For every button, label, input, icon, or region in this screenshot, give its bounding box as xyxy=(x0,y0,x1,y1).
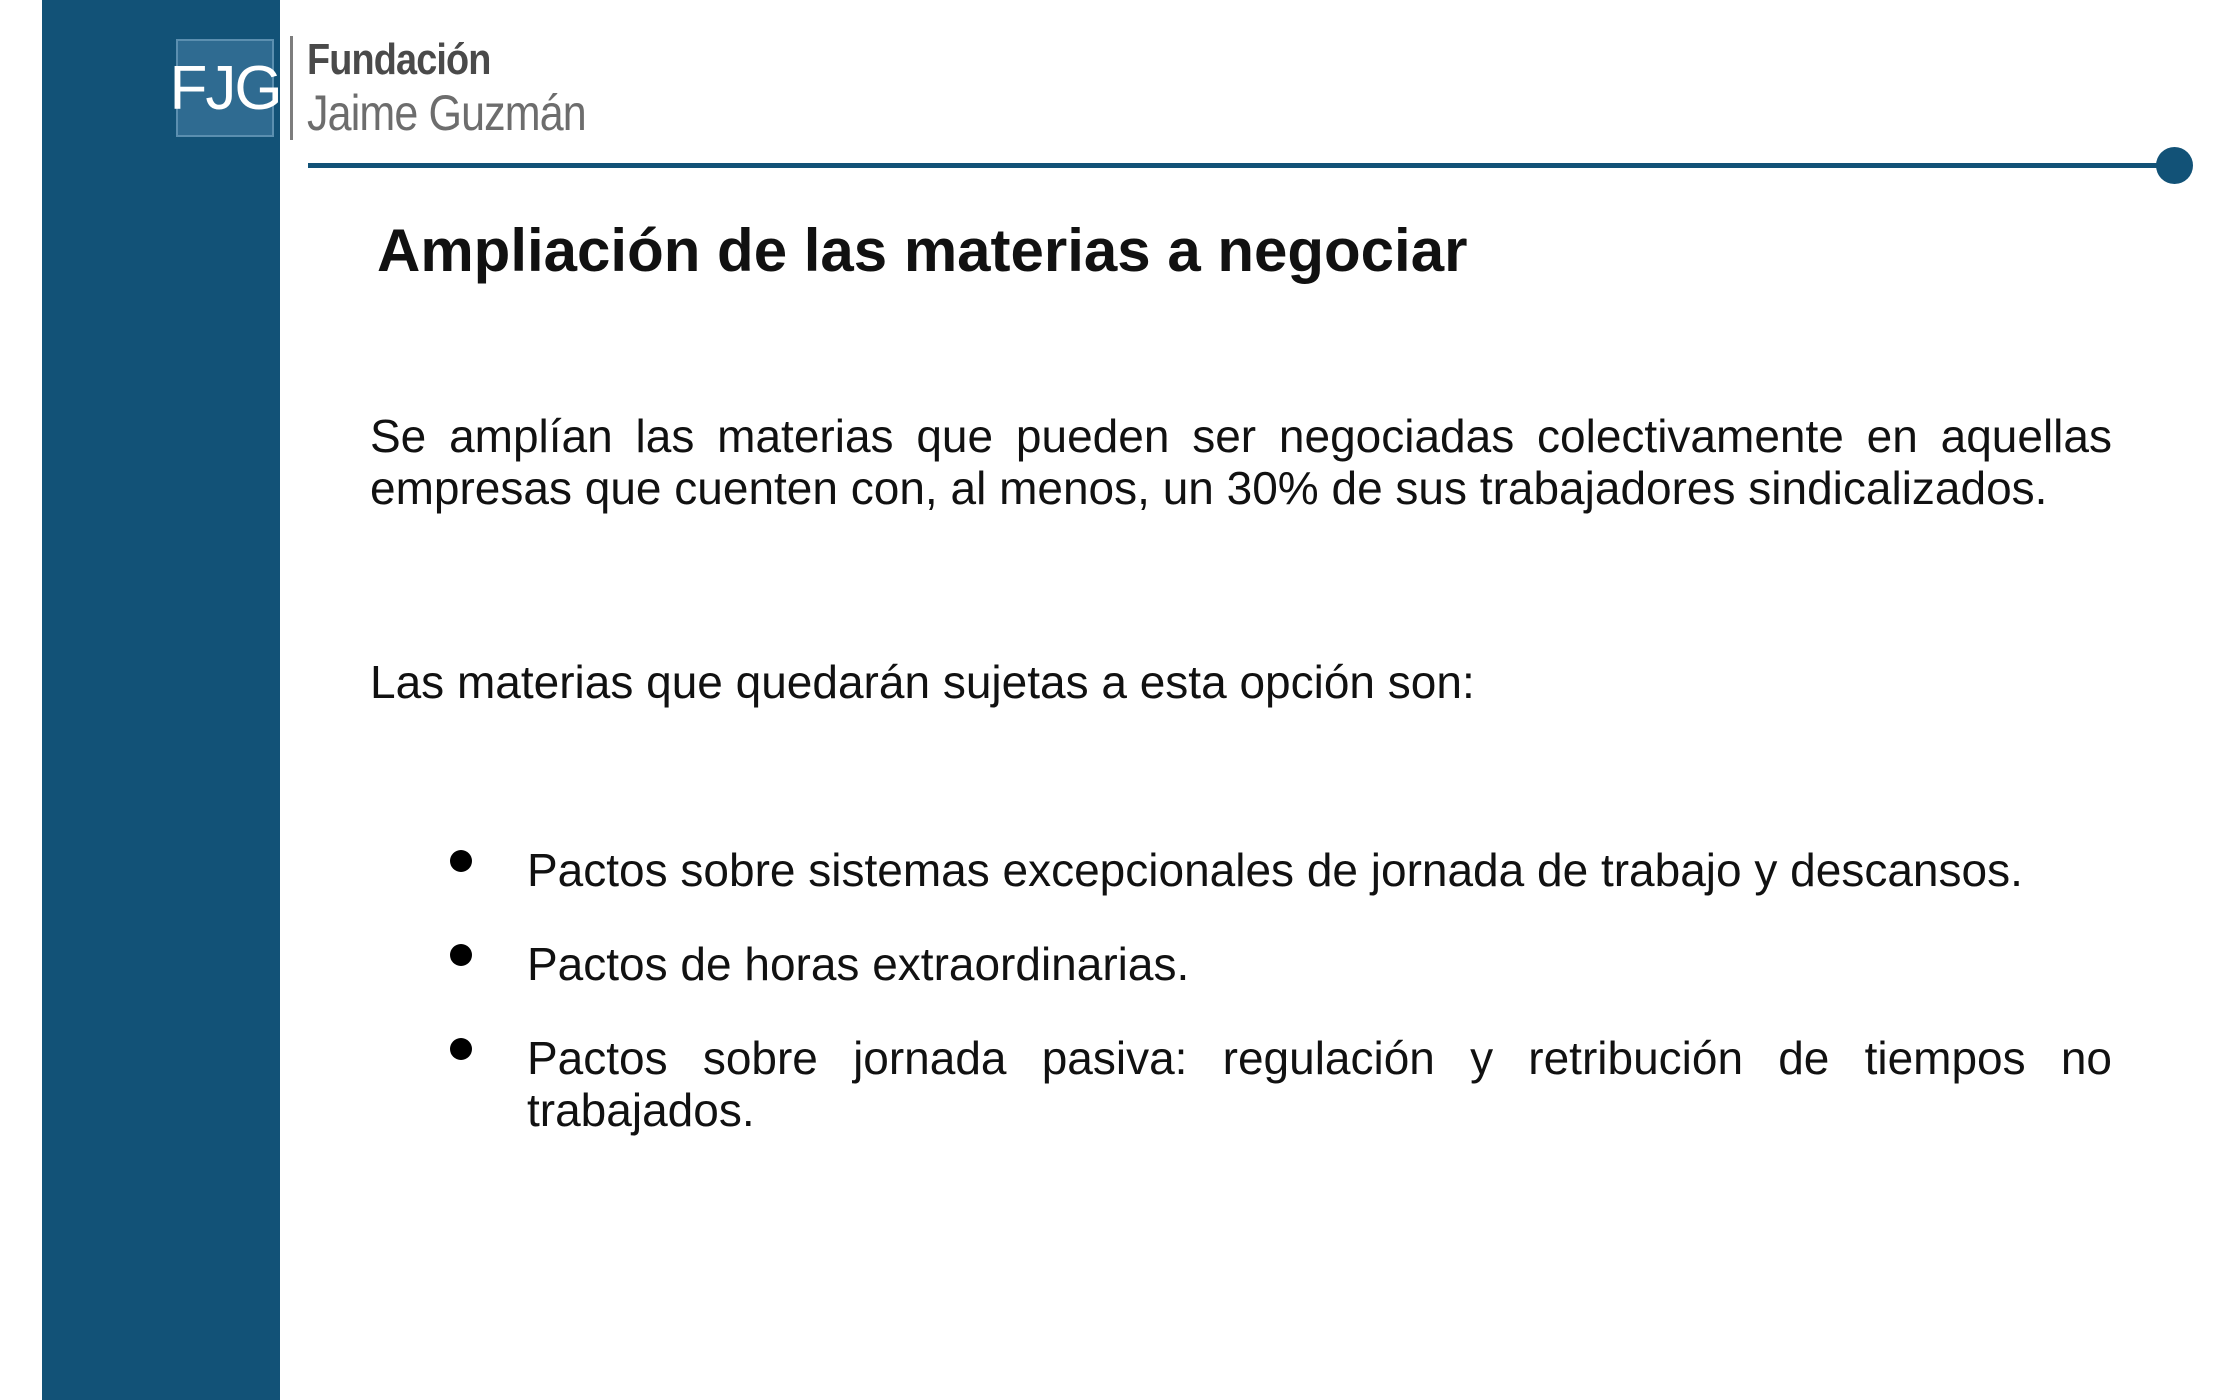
logo-name-line1: Fundación xyxy=(307,35,491,84)
intro-paragraph: Se amplían las materias que pueden ser negociadas colectivamente en aquellas empresas que cuenten con, al menos, un 30% de sus trabajadores sindicalizados. xyxy=(370,410,2112,514)
sidebar-band xyxy=(42,0,280,1400)
bullet-item xyxy=(370,1032,2112,1136)
slide-content xyxy=(370,410,2112,1178)
logo-divider xyxy=(290,36,293,140)
bullet-item xyxy=(370,938,2112,990)
foundation-logo xyxy=(169,35,631,141)
bullet-text: Pactos sobre jornada pasiva: regulación y retribución de tiempos no trabajados. xyxy=(527,1032,2112,1136)
logo-mark: FJG xyxy=(176,39,274,137)
bullet-icon xyxy=(450,850,472,872)
logo-name-line2: Jaime Guzmán xyxy=(307,85,586,141)
header-rule-dot xyxy=(2156,147,2193,184)
header-rule xyxy=(308,163,2172,168)
bullet-text: Pactos sobre sistemas excepcionales de jornada de trabajo y descansos. xyxy=(527,844,2023,896)
bullet-text: Pactos de horas extraordinarias. xyxy=(527,938,1190,990)
bullet-icon xyxy=(450,1038,472,1060)
lead-in-paragraph: Las materias que quedarán sujetas a esta opción son: xyxy=(370,656,1475,708)
bullet-icon xyxy=(450,944,472,966)
slide-title: Ampliación de las materias a negociar xyxy=(377,217,1468,284)
bullet-list xyxy=(370,844,2112,1136)
bullet-item xyxy=(370,844,2112,896)
logo-text xyxy=(307,35,631,141)
